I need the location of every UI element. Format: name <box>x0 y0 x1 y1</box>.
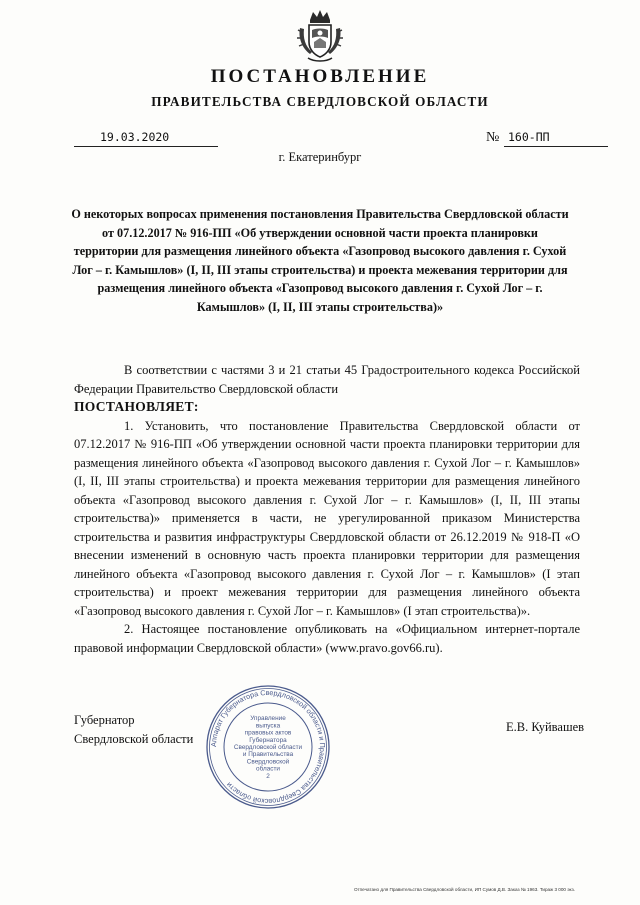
position-line-2: Свердловской области <box>74 731 194 746</box>
print-footer: Отпечатано для Правительства Свердловской области, ИП Сумов Д.В. Заказ № 1963. Тираж 3 000 экз. <box>354 887 576 892</box>
stamp-inner-line: Свердловской области <box>233 744 303 751</box>
stamp-outer-text: Аппарат Губернатора Свердловской области и Правительства Свердловской области <box>208 687 328 807</box>
preamble-paragraph: В соответствии с частями 3 и 21 статьи 45 Градостроительного кодекса Российской Федерации Правительство Свердловской области <box>74 363 580 396</box>
coat-of-arms-icon <box>296 8 344 64</box>
number-label: № <box>486 130 500 145</box>
signatory-name: Е.В. Куйвашев <box>506 720 585 734</box>
item-2-paragraph: 2. Настоящее постановление опубликовать на «Официальном интернет-портале правовой информации Свердловской области» (www.pravo.gov66.ru). <box>74 622 580 655</box>
stamp-inner-line: Губернатора <box>249 736 287 744</box>
stamp-inner-line: Свердловской <box>246 758 290 766</box>
issue-city: г. Екатеринбург <box>278 150 362 164</box>
date-field <box>74 131 218 147</box>
item-1-paragraph: 1. Установить, что постановление Правительства Свердловской области от 07.12.2017 № 916-ПП «Об утверждении основной части проекта планировки территории для размещения линейного объекта «Газопровод высокого давления г. Сухой Лог – г. Камышлов» (I, II, III этапы строительства) и проекта межевания территории для размещения линейного объекта «Газопровод высокого давления г. Сухой Лог – г. Камышлов» (I, II, III этапы строительства)» применяется в части, не урегулированной приказом Министерства строительства и развития инфраструктуры Свердловской области от 26.12.2019 № 918-П «О внесении изменений в основную часть проекта планировки территории для размещения линейного объекта «Газопровод высокого давления г. Сухой Лог – г. Камышлов» (I этап строительства) и проект межевания территории для размещения линейного объекта «Газопровод высокого давления г. Сухой Лог – г. Камышлов» (I этап строительства)». <box>74 418 580 618</box>
document-title: О некоторых вопросах применения постановления Правительства Свердловской области от 07.12.2017 № 916-ПП «Об утверждении основной части проекта планировки территории для размещения линейного объекта «Газопровод высокого давления г. Сухой Лог – г. Камышлов» (I, II, III этапы строительства) и проекта межевания территории для размещения линейного объекта «Газопровод высокого давления г. Сухой Лог – г. Камышлов» (I, II, III этапы строительства)» <box>71 207 569 314</box>
document-type-heading: ПОСТАНОВЛЕНИЕ <box>210 66 430 87</box>
stamp-inner-line: выпуска <box>255 722 281 730</box>
document-body <box>74 361 580 657</box>
document-number: 160-ПП <box>508 130 550 144</box>
signatory-position <box>74 711 193 748</box>
document-date: 19.03.2020 <box>100 130 170 144</box>
stamp-inner-line: 2 <box>266 772 270 780</box>
official-stamp <box>203 682 333 812</box>
stamp-inner-line: Управление <box>250 715 286 723</box>
number-field <box>504 131 608 147</box>
decree-word: ПОСТАНОВЛЯЕТ: <box>74 399 199 414</box>
stamp-inner-line: области <box>256 765 280 773</box>
position-line-1: Губернатор <box>74 713 135 727</box>
issuing-authority: ПРАВИТЕЛЬСТВА СВЕРДЛОВСКОЙ ОБЛАСТИ <box>151 94 489 109</box>
stamp-inner-line: правовых актов <box>244 729 292 737</box>
stamp-inner-line: и Правительства <box>242 751 294 759</box>
